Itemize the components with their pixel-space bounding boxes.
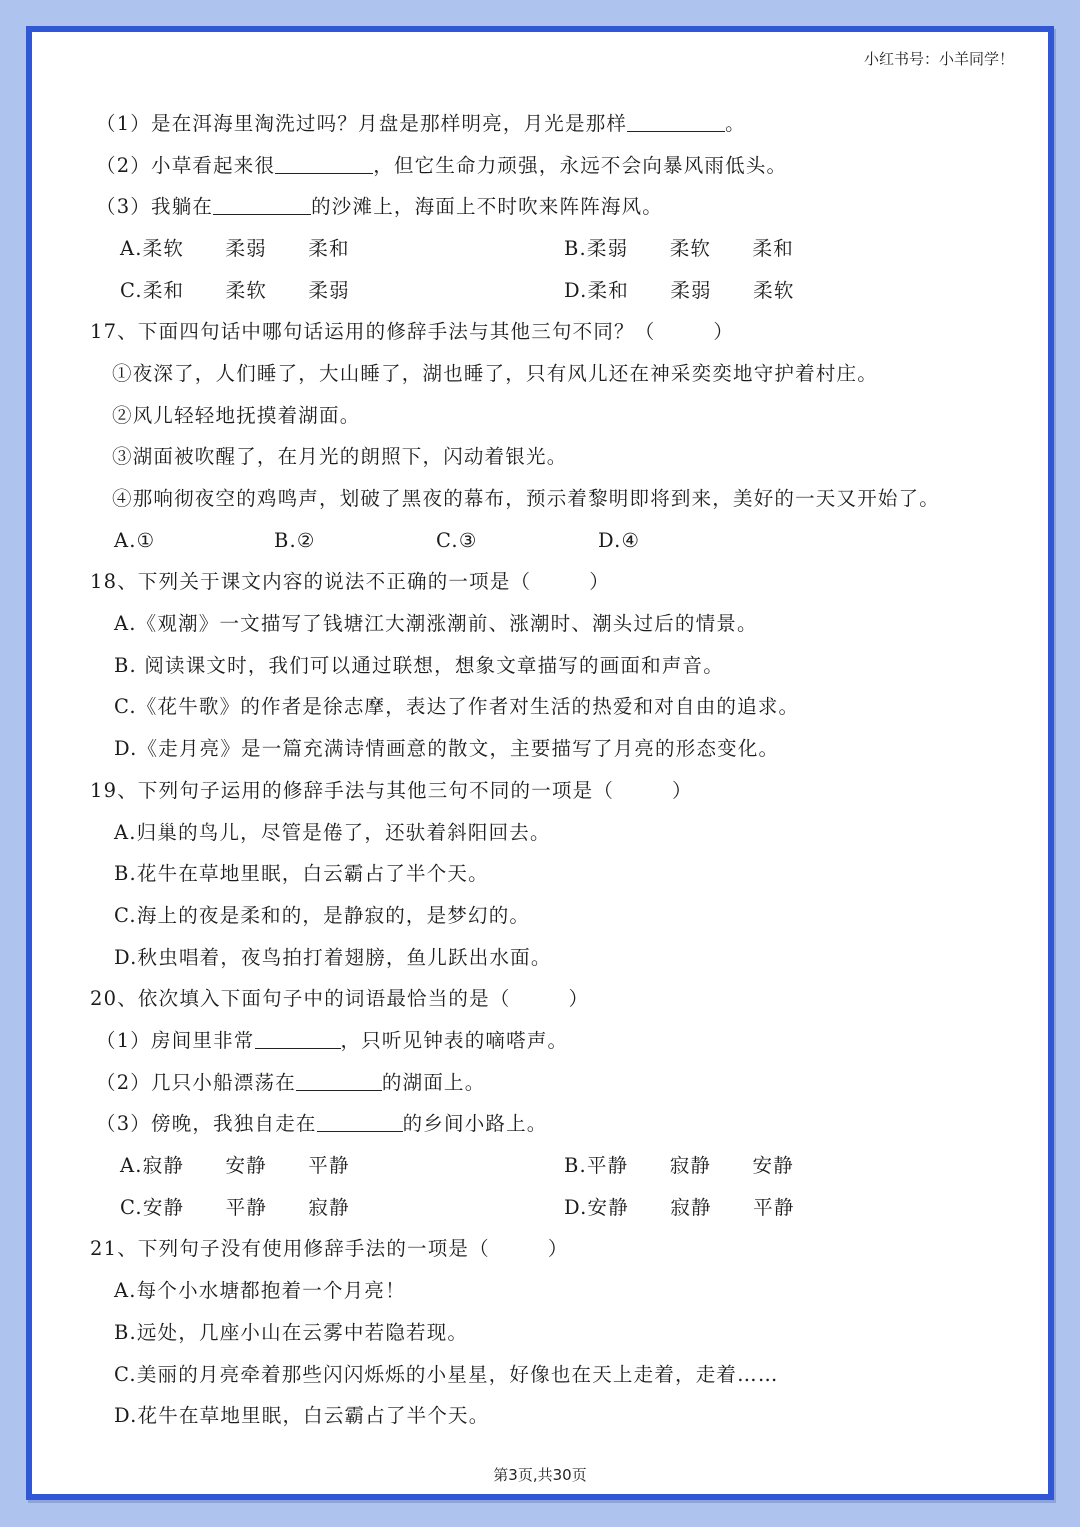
- option-b[interactable]: B.柔弱 柔软 柔和: [564, 237, 794, 260]
- q18-option-a[interactable]: A.《观潮》一文描写了钱塘江大潮涨潮前、涨潮时、潮头过后的情景。: [114, 612, 758, 635]
- q18-option-d[interactable]: D.《走月亮》是一篇充满诗情画意的散文，主要描写了月亮的形态变化。: [114, 737, 780, 760]
- q18-stem: 18、下列关于课文内容的说法不正确的一项是（ ）: [90, 570, 610, 593]
- q19-stem: 19、下列句子运用的修辞手法与其他三句不同的一项是（ ）: [90, 779, 693, 802]
- q16-sentence-1: （1）是在洱海里淘洗过吗？月盘是那样明亮，月光是那样 。: [96, 112, 746, 135]
- q21-option-d[interactable]: D.花牛在草地里眠，白云霸占了半个天。: [114, 1404, 490, 1427]
- option-a[interactable]: A.①: [114, 529, 156, 552]
- option-d[interactable]: D.柔和 柔弱 柔软: [564, 279, 795, 302]
- q21-option-c[interactable]: C.美丽的月亮牵着那些闪闪烁烁的小星星，好像也在天上走着，走着……: [114, 1363, 779, 1386]
- worksheet-page: [32, 32, 1048, 1494]
- q18-option-b[interactable]: B. 阅读课文时，我们可以通过联想，想象文章描写的画面和声音。: [114, 654, 724, 677]
- option-a[interactable]: A.柔软 柔弱 柔和: [120, 237, 350, 260]
- answer-blank[interactable]: [213, 194, 311, 215]
- page-number: 第3页,共30页: [493, 1466, 587, 1484]
- q17-item-1: ①夜深了，人们睡了，大山睡了，湖也睡了，只有风儿还在神采奕奕地守护着村庄。: [112, 362, 878, 385]
- answer-blank[interactable]: [255, 1028, 341, 1049]
- q16-sentence-2: （2）小草看起来很 ，但它生命力顽强，永远不会向暴风雨低头。: [96, 154, 788, 177]
- option-c[interactable]: C.柔和 柔软 柔弱: [120, 279, 350, 302]
- q20-sentence-3: （3）傍晚，我独自走在 的乡间小路上。: [96, 1112, 548, 1135]
- option-c[interactable]: C.③: [436, 529, 478, 552]
- option-c[interactable]: C.安静 平静 寂静: [120, 1196, 350, 1219]
- q21-stem: 21、下列句子没有使用修辞手法的一项是（ ）: [90, 1237, 569, 1260]
- page-border: [26, 26, 1054, 1500]
- answer-blank[interactable]: [275, 153, 373, 174]
- q17-item-2: ②风儿轻轻地抚摸着湖面。: [112, 404, 361, 427]
- q20-stem: 20、依次填入下面句子中的词语最恰当的是（ ）: [90, 987, 590, 1010]
- q19-option-a[interactable]: A.归巢的鸟儿，尽管是倦了，还驮着斜阳回去。: [114, 821, 551, 844]
- q17-stem: 17、下面四句话中哪句话运用的修辞手法与其他三句不同？（ ）: [90, 320, 735, 343]
- option-b[interactable]: B.平静 寂静 安静: [564, 1154, 794, 1177]
- q19-option-b[interactable]: B.花牛在草地里眠，白云霸占了半个天。: [114, 862, 489, 885]
- q20-sentence-2: （2）几只小船漂荡在 的湖面上。: [96, 1071, 486, 1094]
- option-b[interactable]: B.②: [274, 529, 316, 552]
- option-d[interactable]: D.④: [598, 529, 641, 552]
- q19-option-d[interactable]: D.秋虫唱着，夜鸟拍打着翅膀，鱼儿跃出水面。: [114, 946, 552, 969]
- q18-option-c[interactable]: C.《花牛歌》的作者是徐志摩，表达了作者对生活的热爱和对自由的追求。: [114, 695, 800, 718]
- q17-item-3: ③湖面被吹醒了，在月光的朗照下，闪动着银光。: [112, 445, 568, 468]
- answer-blank[interactable]: [627, 111, 725, 132]
- answer-blank[interactable]: [296, 1070, 382, 1091]
- q19-option-c[interactable]: C.海上的夜是柔和的，是静寂的，是梦幻的。: [114, 904, 531, 927]
- q21-option-a[interactable]: A.每个小水塘都抱着一个月亮！: [114, 1279, 406, 1302]
- option-a[interactable]: A.寂静 安静 平静: [120, 1154, 350, 1177]
- q21-option-b[interactable]: B.远处，几座小山在云雾中若隐若现。: [114, 1321, 469, 1344]
- watermark: 小红书号：小羊同学！: [863, 50, 1014, 68]
- q17-item-4: ④那响彻夜空的鸡鸣声，划破了黑夜的幕布，预示着黎明即将到来，美好的一天又开始了。: [112, 487, 941, 510]
- q16-sentence-3: （3）我躺在 的沙滩上，海面上不时吹来阵阵海风。: [96, 195, 664, 218]
- answer-blank[interactable]: [317, 1111, 403, 1132]
- q20-sentence-1: （1）房间里非常 ，只听见钟表的嘀嗒声。: [96, 1029, 569, 1052]
- option-d[interactable]: D.安静 寂静 平静: [564, 1196, 795, 1219]
